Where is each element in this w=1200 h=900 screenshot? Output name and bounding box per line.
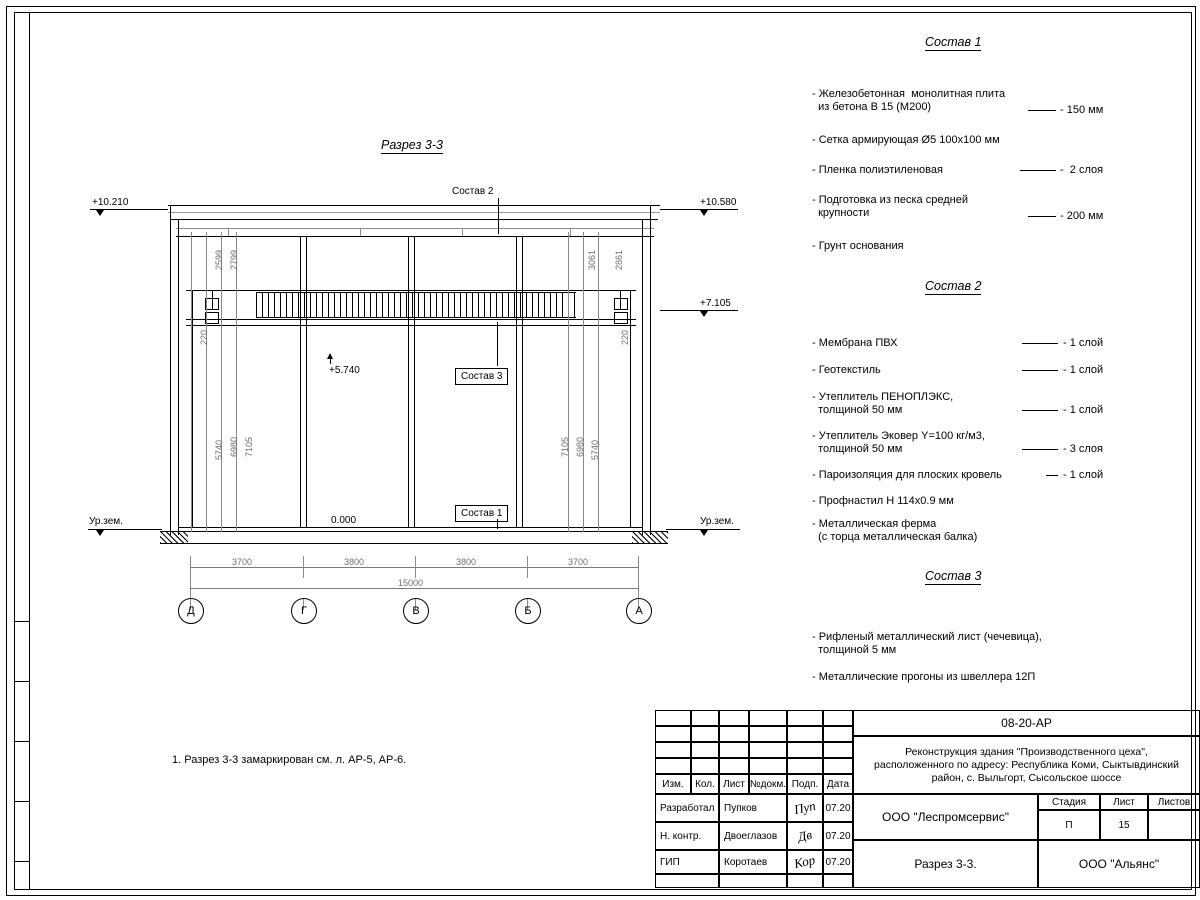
level-arrow-10580 (700, 210, 708, 216)
signature-glyph-1: Дв (796, 826, 814, 845)
spec2-item-6-text: - Металлическая ферма (с торца металлическая балка) (812, 518, 978, 543)
roof-line-2 (168, 212, 660, 213)
stamp-name-1: Двоеглазов (719, 822, 787, 850)
rev-cell (823, 726, 853, 742)
rev-cell (787, 742, 823, 758)
callout-leader-3 (497, 322, 498, 366)
column-g-right (306, 236, 307, 527)
sheet-left-margin-column (15, 13, 30, 889)
vert-dim-left-2799: 2799 (229, 250, 239, 271)
margin-tick (15, 861, 29, 862)
callout-leader-1 (497, 519, 498, 529)
level-line-7105 (660, 310, 738, 311)
vert-dim-right-2861: 2861 (614, 250, 624, 271)
level-arrow-ground-right (700, 530, 708, 536)
bottom-dim-total: 15000 (398, 578, 424, 588)
spec2-item-3-value: - 3 слоя (1063, 443, 1104, 455)
callout-sostav-3: Состав 3 (455, 368, 508, 385)
spec1-item-3-text: - Подготовка из песка средней крупности (812, 194, 968, 219)
callout-sostav-1: Состав 1 (455, 505, 508, 522)
spec2-item-5-text: - Профнастил Н 114х0.9 мм (812, 495, 954, 507)
vert-dim-right-7105: 7105 (560, 437, 570, 458)
stamp-col-data: Дата (823, 774, 853, 794)
spec2-item-4-value: - 1 слой (1063, 469, 1104, 481)
rev-cell (787, 726, 823, 742)
column-v-right (414, 236, 415, 527)
stamp-org: ООО "Альянс" (1038, 840, 1200, 888)
spec3-item-1-text: - Металлические прогоны из швеллера 12П (812, 671, 1036, 683)
vert-dim-left-6980: 6980 (229, 437, 239, 458)
post-detail-left (212, 290, 213, 310)
spec-title-3: Состав 3 (925, 569, 982, 583)
rev-cell (823, 758, 853, 774)
dim-line-left-1 (191, 232, 192, 532)
stamp-col-kol: Кол. (691, 774, 719, 794)
inner-post-left (192, 290, 193, 527)
railing-bottom-rail (256, 317, 576, 318)
bottom-dim-2: 3800 (344, 557, 365, 567)
rev-cell (749, 710, 787, 726)
stamp-date-1: 07.20 (823, 822, 853, 850)
stamp-name-2: Коротаев (719, 850, 787, 874)
margin-tick (15, 621, 29, 622)
vert-dim-right-3061: 3061 (587, 250, 597, 271)
stamp-blank-row (655, 874, 719, 888)
axis-bubble-v: В (403, 598, 429, 624)
rev-cell (719, 710, 749, 726)
rev-cell (655, 710, 691, 726)
spec1-item-0-value: - 150 мм (1060, 104, 1104, 116)
stamp-sheet-title: Разрез 3-3. (853, 840, 1038, 888)
rev-cell (787, 758, 823, 774)
wall-left-outer (170, 205, 171, 535)
level-mark-left-10210: +10.210 (92, 197, 129, 208)
vert-dim-right-6980: 6980 (575, 437, 585, 458)
column-b-right (522, 236, 523, 527)
level-mark-right-10580: +10.580 (700, 197, 737, 208)
stamp-name-0: Пупков (719, 794, 787, 822)
rev-cell (749, 758, 787, 774)
vert-dim-right-5740: 5740 (590, 440, 600, 461)
stamp-object: Реконструкция здания "Производственного цеха", расположенного по адресу: Республика Коми, Сыктывдинский район, с. Выльгорт, Сысольское шоссе (853, 736, 1200, 794)
ceiling-line (176, 228, 654, 229)
rev-cell (749, 726, 787, 742)
spec1-item-4-text: - Грунт основания (812, 240, 904, 252)
axis-bubble-d: Д (178, 598, 204, 624)
stamp-sign-2 (787, 850, 823, 874)
level-line-0000 (329, 527, 377, 528)
vert-dim-left-7105: 7105 (244, 437, 254, 458)
spec2-dash-0 (1022, 343, 1058, 344)
truss-web (228, 228, 229, 236)
stamp-company: ООО "Леспромсервис" (853, 794, 1038, 840)
spec-title-1: Состав 1 (925, 35, 982, 49)
drawing-note: 1. Разрез 3-3 замаркирован см. л. АР-5, АР-6. (172, 754, 407, 766)
level-arrow-10210 (96, 210, 104, 216)
stamp-code: 08-20-АР (853, 710, 1200, 736)
rev-cell (691, 742, 719, 758)
dim-tick (638, 556, 639, 578)
spec1-dash-2 (1020, 170, 1056, 171)
bracket-left-2 (205, 312, 219, 324)
dim-tick (415, 556, 416, 578)
margin-tick (15, 681, 29, 682)
axis-bubble-g: Г (291, 598, 317, 624)
dim-tick (303, 556, 304, 578)
axis-bubble-b: Б (515, 598, 541, 624)
rev-cell (655, 726, 691, 742)
dim-line-right-1 (598, 232, 599, 532)
stamp-date-0: 07.20 (823, 794, 853, 822)
spec2-item-1-text: - Геотекстиль (812, 364, 881, 376)
title-block (655, 710, 1200, 888)
rev-cell (823, 710, 853, 726)
rev-cell (719, 758, 749, 774)
truss-web (360, 228, 361, 236)
vert-dim-left-2599: 2599 (214, 250, 224, 271)
spec1-item-1-text: - Сетка армирующая Ø5 100х100 мм (812, 134, 1000, 146)
dim-total-tick-right (638, 578, 639, 598)
spec-title-2: Состав 2 (925, 279, 982, 293)
wall-right-outer (650, 205, 651, 535)
roof-top-line (168, 205, 660, 206)
dim-line-right-3 (568, 232, 569, 532)
stamp-col-podp: Подп. (787, 774, 823, 794)
level-stem-5740 (330, 358, 331, 364)
stamp-blank-row (787, 874, 823, 888)
wall-right-inner (642, 219, 643, 535)
stamp-date-2: 07.20 (823, 850, 853, 874)
rev-cell (655, 742, 691, 758)
callout-leader-2 (498, 198, 499, 234)
bottom-dim-4: 3700 (568, 557, 589, 567)
level-mark-right-ground: Ур.зем. (700, 516, 734, 527)
spec2-item-3-text: - Утеплитель Эковер Y=100 кг/м3, толщиной 50 мм (812, 430, 985, 455)
stamp-blank-row (719, 874, 787, 888)
dim-line-left-2 (206, 232, 207, 532)
spec2-dash-1 (1022, 370, 1058, 371)
truss-web (570, 228, 571, 236)
stamp-role-2: ГИП (655, 850, 719, 874)
rev-cell (823, 742, 853, 758)
stamp-role-1: Н. контр. (655, 822, 719, 850)
vert-dim-left-220: 220 (199, 330, 209, 346)
spec1-item-0-text: - Железобетонная монолитная плита из бетона В 15 (М200) (812, 88, 1006, 113)
spec2-item-0-value: - 1 слой (1063, 337, 1104, 349)
drawing-title: Разрез 3-3 (381, 138, 443, 152)
stamp-col-izm: Изм. (655, 774, 691, 794)
stamp-lists-label: Листов (1148, 794, 1200, 810)
rev-cell (655, 758, 691, 774)
rev-cell (691, 758, 719, 774)
spec2-item-1-value: - 1 слой (1063, 364, 1104, 376)
level-mark-5740: +5.740 (329, 365, 360, 376)
spec2-item-0-text: - Мембрана ПВХ (812, 337, 898, 349)
rev-cell (691, 710, 719, 726)
bracket-right-2 (614, 312, 628, 324)
bracket-right (614, 298, 628, 310)
spec1-item-2-text: - Пленка полиэтиленовая (812, 164, 943, 176)
dim-line-left-4 (236, 232, 237, 532)
truss-web (462, 228, 463, 236)
bottom-dim-1: 3700 (232, 557, 253, 567)
dim-line-right-2 (583, 232, 584, 532)
stamp-list-value: 15 (1100, 810, 1148, 840)
dim-tick (527, 556, 528, 578)
level-mark-left-ground: Ур.зем. (89, 516, 123, 527)
spec2-item-2-text: - Утеплитель ПЕНОПЛЭКС, толщиной 50 мм (812, 391, 954, 416)
ground-line-bottom (160, 543, 668, 544)
post-detail-right (620, 290, 621, 310)
stamp-stage-value: П (1038, 810, 1100, 840)
rev-cell (719, 726, 749, 742)
level-mark-0000: 0.000 (331, 515, 357, 526)
column-g-left (300, 236, 301, 527)
level-arrow-7105 (700, 311, 708, 317)
spec2-item-2-value: - 1 слой (1063, 404, 1104, 416)
dim-line-left-3 (221, 232, 222, 532)
rev-cell (691, 726, 719, 742)
stamp-sign-1 (787, 822, 823, 850)
margin-tick (15, 801, 29, 802)
stamp-lists-value (1148, 810, 1200, 840)
signature-glyph-0: Пуп (792, 797, 818, 818)
stamp-sign-0 (787, 794, 823, 822)
railing-top-rail (256, 292, 576, 293)
floor-line (178, 527, 642, 528)
margin-tick (15, 741, 29, 742)
spec1-item-3-value: - 200 мм (1060, 210, 1104, 222)
roof-bottom-line (170, 219, 658, 220)
signature-glyph-2: Кор (792, 851, 817, 872)
stamp-col-list: Лист (719, 774, 749, 794)
spec3-item-0-text: - Рифленый металлический лист (чечевица), толщиной 5 мм (812, 631, 1042, 656)
rev-cell (719, 742, 749, 758)
dim-tick (190, 556, 191, 578)
spec2-dash-4 (1046, 475, 1058, 476)
rev-cell (787, 710, 823, 726)
spec2-dash-2 (1022, 410, 1058, 411)
vert-dim-left-5740: 5740 (214, 440, 224, 461)
spec2-dash-3 (1022, 449, 1058, 450)
level-mark-right-7105: +7.105 (700, 298, 731, 309)
level-arrow-ground-left (96, 530, 104, 536)
rev-cell (749, 742, 787, 758)
bottom-dim-3: 3800 (456, 557, 477, 567)
foundation-hatch-right (632, 532, 668, 543)
spec2-item-4-text: - Пароизоляция для плоских кровель (812, 469, 1002, 481)
mezzanine-railing (256, 292, 576, 318)
stamp-list-label: Лист (1100, 794, 1148, 810)
spec1-dash-3 (1028, 216, 1056, 217)
inner-post-right (630, 290, 631, 527)
spec1-dash-0 (1028, 110, 1056, 111)
column-v-left (408, 236, 409, 527)
stamp-blank-row (823, 874, 853, 888)
dim-total-tick-left (190, 578, 191, 598)
stamp-role-0: Разработал (655, 794, 719, 822)
axis-bubble-a: А (626, 598, 652, 624)
callout-sostav-2: Состав 2 (452, 186, 494, 197)
level-line-10580 (660, 209, 738, 210)
spec1-item-2-value: - 2 слоя (1060, 164, 1104, 176)
vert-dim-right-220: 220 (620, 330, 630, 346)
stamp-stage-label: Стадия (1038, 794, 1100, 810)
column-b-left (516, 236, 517, 527)
wall-left-inner (178, 219, 179, 535)
foundation-hatch-left (160, 532, 188, 543)
stamp-col-ndok: №докм. (749, 774, 787, 794)
